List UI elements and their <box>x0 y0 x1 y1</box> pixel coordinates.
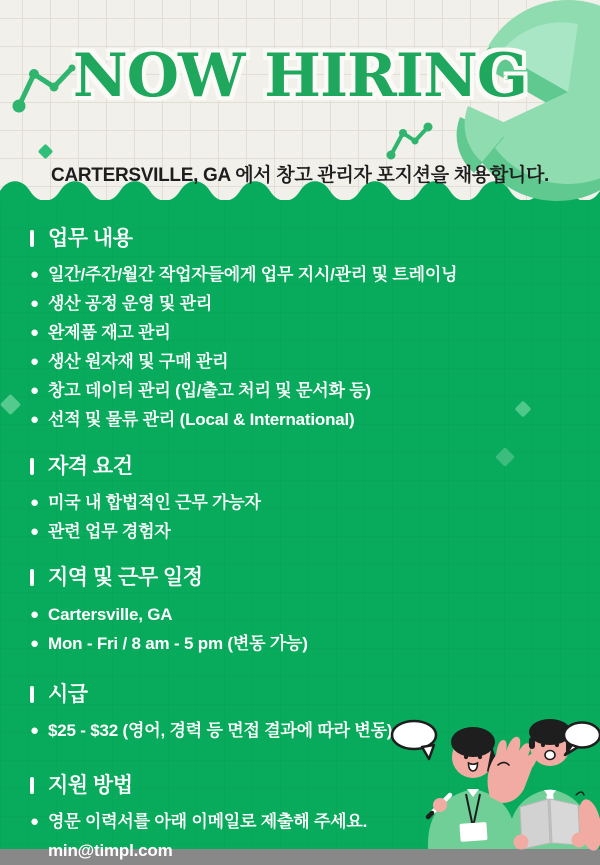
speech-bubble-icon <box>392 721 436 759</box>
section-heading <box>30 454 574 479</box>
list-item-text: 미국 내 합법적인 근무 가능자 <box>48 493 261 513</box>
list-item-text: 생산 원자재 및 구매 관리 <box>48 352 229 372</box>
list-item-text: 선적 및 물류 관리 (Local & International) <box>48 410 355 430</box>
sparkle-diamond-icon <box>38 144 54 160</box>
bullet-dot-icon: ● <box>30 266 39 284</box>
list-item <box>30 289 574 318</box>
bullet-dot-icon: ● <box>30 721 39 739</box>
list-item-text: 일간/주간/월간 작업자들에게 업무 지시/관리 및 트레이닝 <box>48 265 458 285</box>
bullet-dot-icon: ● <box>30 411 39 429</box>
bullet-dot-icon: ● <box>30 353 39 371</box>
section-job-duties <box>30 226 574 434</box>
list-item <box>30 600 574 629</box>
list-item-text: $25 - $32 (영어, 경력 등 면접 결과에 따라 변동) <box>48 720 393 740</box>
bullet-list <box>30 488 574 546</box>
two-people-illustration <box>370 699 600 849</box>
list-item <box>30 488 574 517</box>
list-item-text: 창고 데이터 관리 (입/출고 처리 및 문서화 등) <box>48 381 371 401</box>
zigzag-chart-icon <box>386 120 434 162</box>
list-item <box>30 347 574 376</box>
section-title: 지원 방법 <box>48 773 133 797</box>
bullet-dot-icon: ● <box>30 634 39 652</box>
bullet-list <box>30 600 574 658</box>
contact-email: min@timpl.com <box>48 840 173 860</box>
bullet-list <box>30 260 574 434</box>
bullet-dot-icon: ● <box>30 324 39 342</box>
hero-section <box>0 0 600 200</box>
bullet-dot-icon: ● <box>30 382 39 400</box>
section-heading <box>30 565 574 590</box>
list-item-text: Mon - Fri / 8 am - 5 pm (변동 가능) <box>48 633 308 653</box>
section-location-schedule <box>30 565 574 657</box>
list-item <box>30 405 574 434</box>
heading-bar-icon <box>30 569 34 586</box>
bullet-dot-icon: ● <box>30 605 39 623</box>
list-item <box>30 318 574 347</box>
section-title: 업무 내용 <box>48 227 133 250</box>
list-item <box>30 629 574 658</box>
section-title: 시급 <box>48 682 88 706</box>
section-title: 지역 및 근무 일정 <box>48 566 203 590</box>
bullet-dot-icon: ● <box>30 295 39 313</box>
list-item-text: 생산 공정 운영 및 관리 <box>48 294 213 314</box>
heading-bar-icon <box>30 230 34 247</box>
section-heading <box>30 226 574 251</box>
poster-title: NOW HIRING <box>72 41 528 111</box>
heading-bar-icon <box>30 458 34 475</box>
section-title: 자격 요건 <box>48 455 133 479</box>
heading-bar-icon <box>30 686 34 703</box>
list-item-text: Cartersville, GA <box>48 604 173 624</box>
list-item-text: 완제품 재고 관리 <box>48 323 171 343</box>
list-item-text: 영문 이력서를 아래 이메일로 제출해 주세요. <box>48 811 368 831</box>
list-item <box>30 376 574 405</box>
bullet-dot-icon: ● <box>30 812 39 830</box>
bullet-dot-icon: ● <box>30 523 39 541</box>
list-item <box>30 517 574 546</box>
bullet-dot-icon: ● <box>30 494 39 512</box>
section-qualifications <box>30 454 574 546</box>
list-item-text: 관련 업무 경험자 <box>48 522 171 542</box>
poster-subtitle: CARTERSVILLE, GA 에서 창고 관리자 포지션을 채용합니다. <box>51 165 549 186</box>
list-item <box>30 260 574 289</box>
heading-bar-icon <box>30 777 34 794</box>
details-section <box>0 200 600 860</box>
speech-bubble-icon <box>564 723 600 756</box>
